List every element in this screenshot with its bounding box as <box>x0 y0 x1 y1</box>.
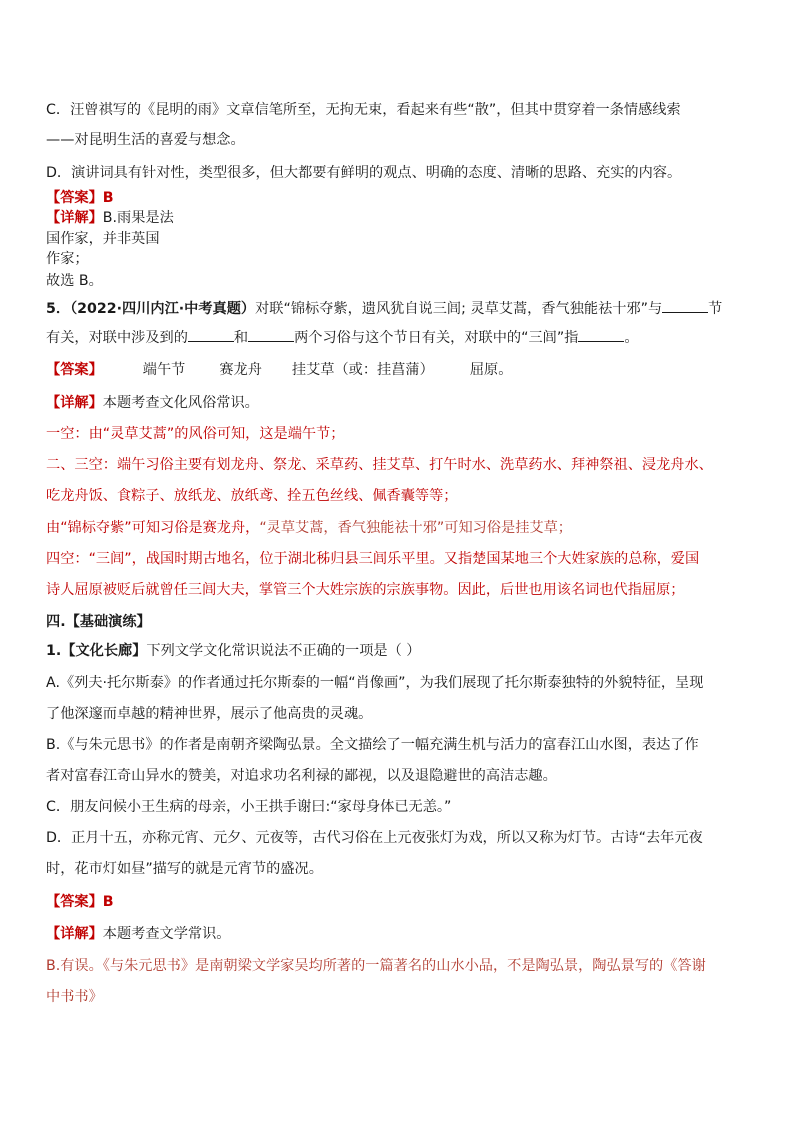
blank-2 <box>188 327 234 342</box>
q5-detail-intro: 本题考查文化风俗常识。 <box>102 395 259 411</box>
answer-value: B <box>102 190 114 206</box>
q5-answer-4: 屈原。 <box>469 362 513 378</box>
question-5-line-2 <box>46 327 754 348</box>
option-c-line-2: ——对昆明生活的喜爱与想念。 <box>46 132 245 148</box>
detail-text: B.雨果是法 <box>102 210 174 226</box>
question-5-number: 5．（2022·四川内江·中考真题） <box>46 301 256 317</box>
q5-explanation-1: 一空：由“灵草艾蒿”的风俗可知，这是端午节； <box>46 426 345 442</box>
q1-answer-line <box>46 892 754 912</box>
answer-line <box>46 189 754 207</box>
q5-answer-tag: 【答案】 <box>46 362 103 378</box>
q1-answer-tag: 【答案】 <box>46 894 103 910</box>
blank-4 <box>578 327 624 342</box>
q1-detail-intro: 本题考查文学常识。 <box>102 926 231 942</box>
q1-explanation-2: 中书书》 <box>46 989 103 1005</box>
question-5-text-end: 节 <box>708 301 723 317</box>
detail-tag: 【详解】 <box>46 210 103 226</box>
q5-explanation-4b: 诗人屈原被贬后就曾任三闾大夫，掌管三个大姓宗族的宗族事物。因此，后世也用该名词也代指屈原； <box>46 582 685 598</box>
q5-explanation-3b: “灵草艾蒿，香气独能祛十邪”可知习俗是挂艾草； <box>259 520 572 536</box>
q1-detail-line <box>46 924 754 944</box>
q5-explanation-3 <box>46 518 754 538</box>
q1-explanation-1: B.有误。《与朱元思书》是南朝梁文学家吴均所著的一篇著名的山水小品，不是陶弘景，陶弘景写的《答谢 <box>46 958 706 974</box>
question-1-text: 下列文学文化常识说法不正确的一项是（ ） <box>146 643 421 659</box>
q1-option-c-line: C．朋友问候小王生病的母亲，小王拱手谢曰:“家母身体已无恙。” <box>46 799 452 815</box>
q5-explanation-2b: 吃龙舟饭、食粽子、放纸龙、放纸鸢、拴五色丝线、佩香囊等等； <box>46 488 458 504</box>
answer-tag: 【答案】 <box>46 190 103 206</box>
question-1-tag: 【文化长廊】 <box>61 643 147 659</box>
q1-option-b-line-2: 者对富春江奇山异水的赞美，对追求功名利禄的鄙视，以及退隐避世的高洁志趣。 <box>46 768 557 784</box>
question-5-line-1 <box>46 298 754 319</box>
q5-explanation-4a: 四空：“三闾”，战国时期古地名，位于湖北秭归县三闾乐平里。又指楚国某地三个大姓家族的总称，爱国 <box>46 551 700 567</box>
option-d-line: D．演讲词具有针对性，类型很多，但大都要有鲜明的观点、明确的态度、清晰的思路、充实的内容。 <box>46 165 682 181</box>
detail-line-2: 国作家，并非英国 <box>46 231 160 247</box>
q5-detail-tag: 【详解】 <box>46 395 103 411</box>
q5-explanation-3a: 由“锦标夺紫”可知习俗是赛龙舟， <box>46 520 260 536</box>
q1-option-a-line-1: A.《列夫·托尔斯泰》的作者通过托尔斯泰的一幅“肖像画”，为我们展现了托尔斯泰独特的外貌特征，呈现 <box>46 675 704 691</box>
question-1-line <box>46 641 754 661</box>
q5-answer-3: 挂艾草（或：挂菖蒲） <box>291 362 434 378</box>
q1-option-a-line-2: 了他深邃而卓越的精神世界，展示了他高贵的灵魂。 <box>46 706 373 722</box>
q1-option-d-line-2: 时，花市灯如昼”描写的就是元宵节的盛况。 <box>46 861 323 877</box>
q1-answer-value: B <box>102 894 114 910</box>
question-5-text: 对联“锦标夺紫，遗风犹自说三闾; 灵草艾蒿，香气独能祛十邪”与 <box>255 301 663 317</box>
question-5-text-2a: 有关，对联中涉及到的 <box>46 330 188 346</box>
question-5-text-2d: 。 <box>624 330 639 346</box>
question-1-number: 1. <box>46 643 62 659</box>
blank-1 <box>662 298 708 313</box>
q5-answer-2: 赛龙舟 <box>219 362 262 378</box>
section-heading: 四.【基础演练】 <box>46 614 151 630</box>
option-c-line-1: C．汪曾祺写的《昆明的雨》文章信笔所至，无拘无束，看起来有些“散”，但其中贯穿着一条情感线索 <box>46 102 681 118</box>
q5-answer-1: 端午节 <box>142 362 186 378</box>
detail-line-4: 故选 B。 <box>46 273 103 289</box>
detail-line-1 <box>46 209 754 227</box>
q1-option-d-line-1: D．正月十五，亦称元宵、元夕、元夜等，古代习俗在上元夜张灯为戏，所以又称为灯节。古诗“去年元夜 <box>46 830 703 846</box>
detail-line-3: 作家； <box>46 251 89 267</box>
q1-detail-tag: 【详解】 <box>46 926 103 942</box>
q5-explanation-2a: 二、三空：端午习俗主要有划龙舟、祭龙、采草药、挂艾草、打午时水、洗草药水、拜神祭祖、浸龙舟水、 <box>46 457 713 473</box>
blank-3 <box>248 327 294 342</box>
question-5-text-2c: 两个习俗与这个节日有关，对联中的“三闾”指 <box>294 330 579 346</box>
question-5-answer-line <box>46 360 754 380</box>
question-5-detail-line <box>46 393 754 413</box>
question-5-text-2b: 和 <box>233 330 249 346</box>
q1-option-b-line-1: B.《与朱元思书》的作者是南朝齐梁陶弘景。全文描绘了一幅充满生机与活力的富春江山水图，表达了作 <box>46 737 699 753</box>
